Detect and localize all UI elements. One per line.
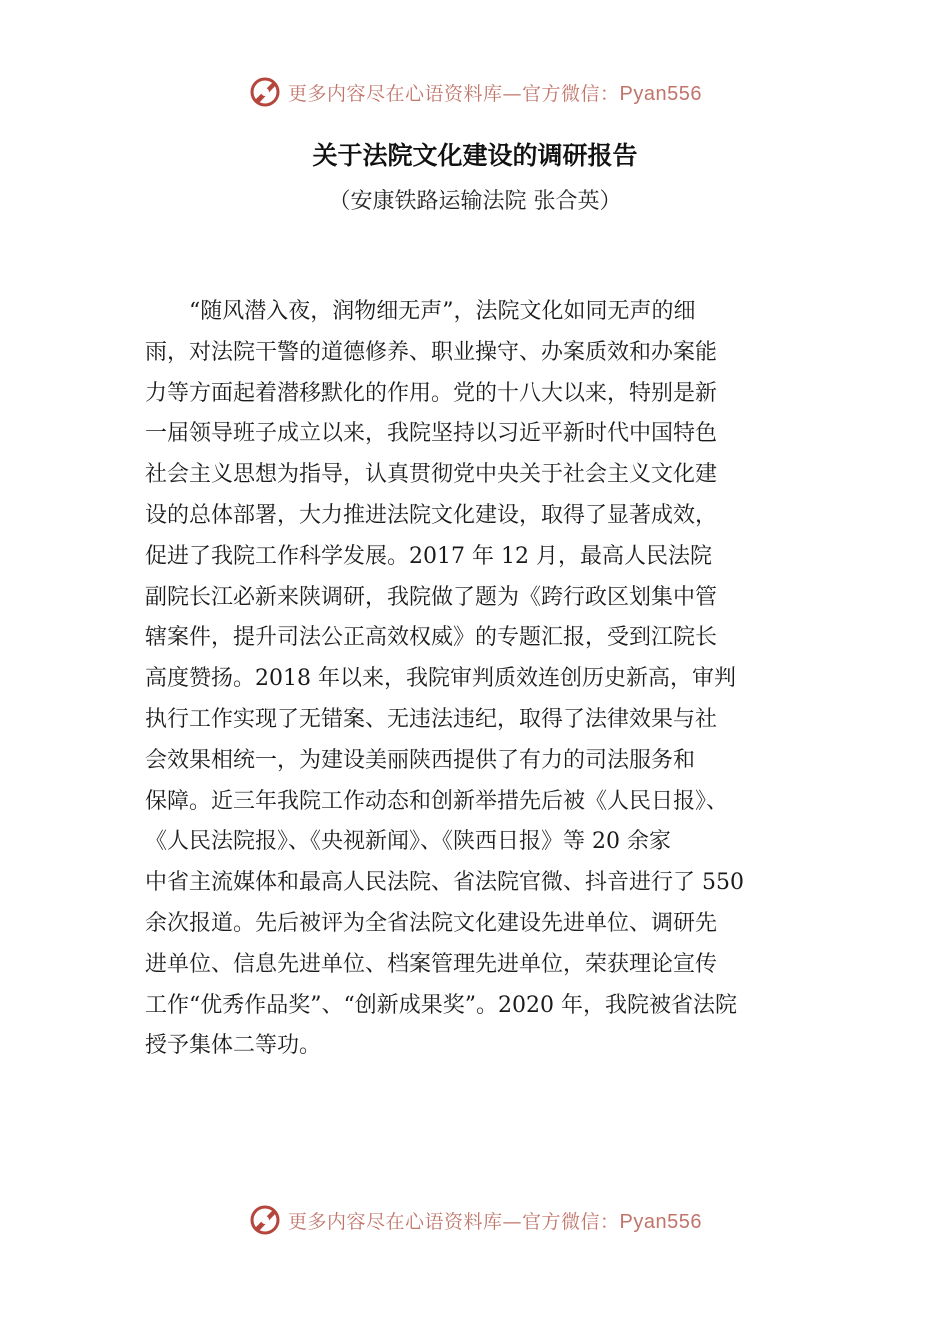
body-line: 促进了我院工作科学发展。2017 年 12 月，最高人民法院 bbox=[145, 543, 712, 569]
body-line: 授予集体二等功。 bbox=[145, 1033, 322, 1059]
body-paragraph bbox=[145, 292, 807, 1067]
body-line: 进单位、信息先进单位、档案管理先进单位，荣获理论宣传 bbox=[145, 951, 718, 977]
watermark-banner-top bbox=[0, 72, 950, 112]
body-line: 雨，对法院干警的道德修养、职业操守、办案质效和办案能 bbox=[145, 339, 718, 365]
pen-seal-logo-icon bbox=[248, 75, 282, 109]
body-line: 会效果相统一，为建设美丽陕西提供了有力的司法服务和 bbox=[145, 747, 696, 773]
watermark-text: 更多内容尽在心语资料库—官方微信：Pyan556 bbox=[288, 82, 702, 105]
body-line: 执行工作实现了无错案、无违法违纪，取得了法律效果与社 bbox=[145, 706, 718, 732]
body-line: 设的总体部署，大力推进法院文化建设，取得了显著成效， bbox=[145, 502, 718, 528]
body-line: 中省主流媒体和最高人民法院、省法院官微、抖音进行了 550 bbox=[145, 870, 744, 896]
body-line: 副院长江必新来陕调研，我院做了题为《跨行政区划集中管 bbox=[145, 584, 718, 610]
wechat-id: Pyan556 bbox=[619, 1210, 702, 1233]
body-line: 保障。近三年我院工作动态和创新举措先后被《人民日报》、 bbox=[145, 788, 729, 814]
body-line: “随风潜入夜，润物细无声”，法院文化如同无声的细 bbox=[189, 299, 696, 324]
body-line: 余次报道。先后被评为全省法院文化建设先进单位、调研先 bbox=[145, 910, 718, 936]
body-line: 工作“优秀作品奖”、“创新成果奖”。2020 年，我院被省法院 bbox=[145, 992, 737, 1018]
body-line: 社会主义思想为指导，认真贯彻党中央关于社会主义文化建 bbox=[145, 462, 718, 488]
body-line: 力等方面起着潜移默化的作用。党的十八大以来，特别是新 bbox=[145, 380, 718, 406]
author-line: （安康铁路运输法院 张合英） bbox=[328, 189, 622, 214]
watermark-banner-bottom bbox=[0, 1200, 950, 1240]
body-line: 高度赞扬。2018 年以来，我院审判质效连创历史新高，审判 bbox=[145, 666, 736, 692]
wechat-id: Pyan556 bbox=[619, 82, 702, 105]
pen-seal-logo-icon bbox=[248, 1203, 282, 1237]
body-line: 《人民法院报》、《央视新闻》、《陕西日报》等 20 余家 bbox=[145, 829, 671, 855]
document-title: 关于法院文化建设的调研报告 bbox=[312, 141, 638, 170]
body-line: 一届领导班子成立以来，我院坚持以习近平新时代中国特色 bbox=[145, 421, 718, 447]
watermark-text: 更多内容尽在心语资料库—官方微信：Pyan556 bbox=[288, 1210, 702, 1233]
body-line: 辖案件，提升司法公正高效权威》的专题汇报，受到江院长 bbox=[145, 625, 718, 651]
